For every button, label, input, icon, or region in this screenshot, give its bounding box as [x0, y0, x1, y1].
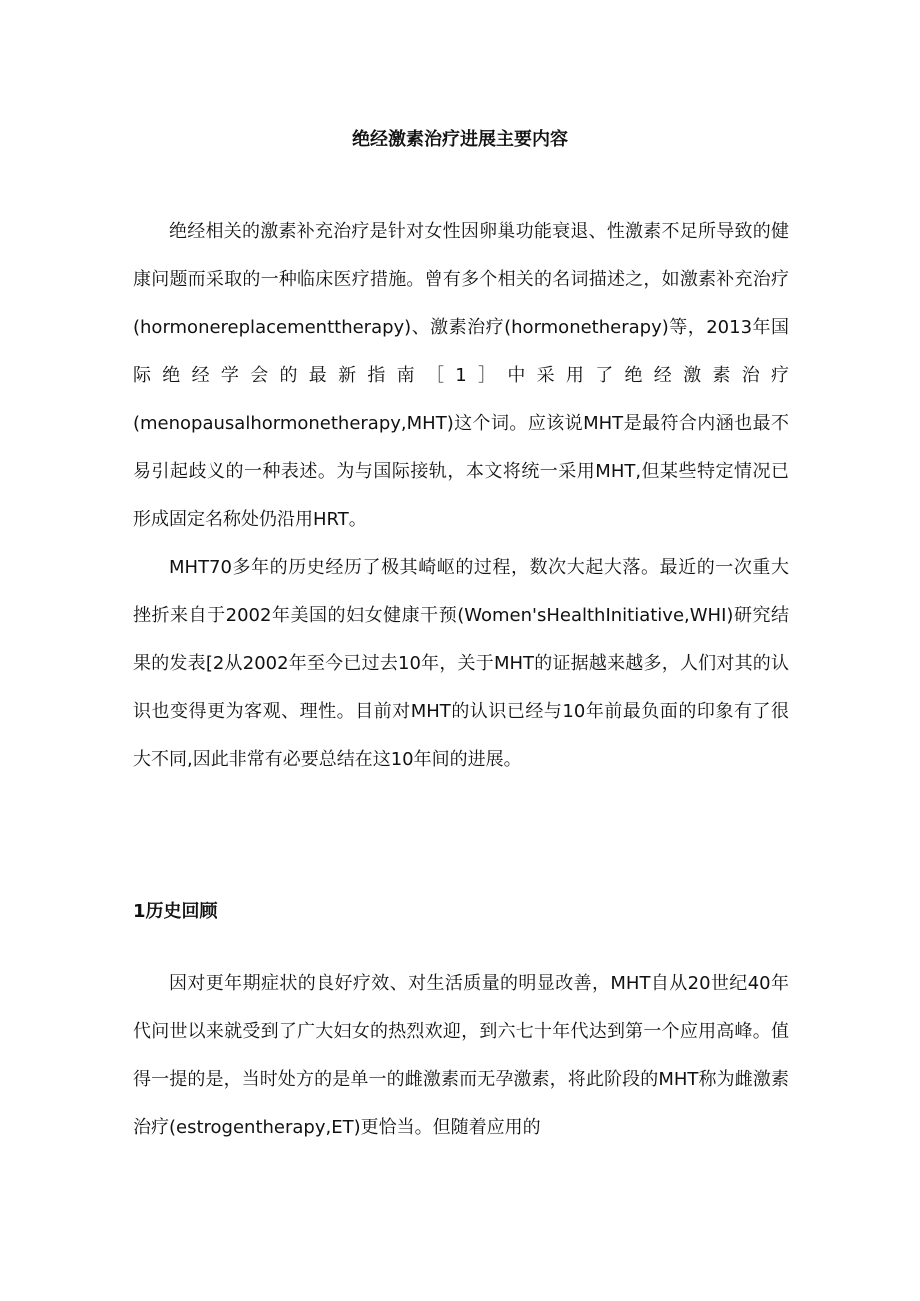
- document-title: 绝经激素治疗进展主要内容: [352, 129, 568, 150]
- section-heading: 1历史回顾: [133, 901, 218, 922]
- history-overview-paragraph: MHT70多年的历史经历了极其崎岖的过程，数次大起大落。最近的一次重大挫折来自于2002年美国的妇女健康干预(Women'sHealthInitiative,WHI)研究结果的发表[2从2002年至今已过去10年，关于MHT的证据越来越多，人们对其的认识也变得更为客观、理性。目前对MHT的认识已经与10年前最负面的印象有了很大不同,因此非常有必要总结在这10年间的进展。: [133, 557, 789, 770]
- intro-paragraph: 绝经相关的激素补充治疗是针对女性因卵巢功能衰退、性激素不足所导致的健康问题而采取的一种临床医疗措施。曾有多个相关的名词描述之，如激素补充治疗(hormonereplacementtherapy)、激素治疗(hormonetherapy)等，2013年国际绝经学会的最新指南［1］中采用了绝经激素治疗(menopausalhormonetherapy,MHT)这个词。应该说MHT是最符合内涵也最不易引起歧义的一种表述。为与国际接轨，本文将统一采用MHT,但某些特定情况已形成固定名称处仍沿用HRT。: [133, 221, 789, 530]
- section-paragraph: 因对更年期症状的良好疗效、对生活质量的明显改善，MHT自从20世纪40年代问世以来就受到了广大妇女的热烈欢迎，到六七十年代达到第一个应用高峰。值得一提的是，当时处方的是单一的雌激素而无孕激素，将此阶段的MHT称为雌激素治疗(estrogentherapy,ET)更恰当。但随着应用的: [133, 973, 789, 1138]
